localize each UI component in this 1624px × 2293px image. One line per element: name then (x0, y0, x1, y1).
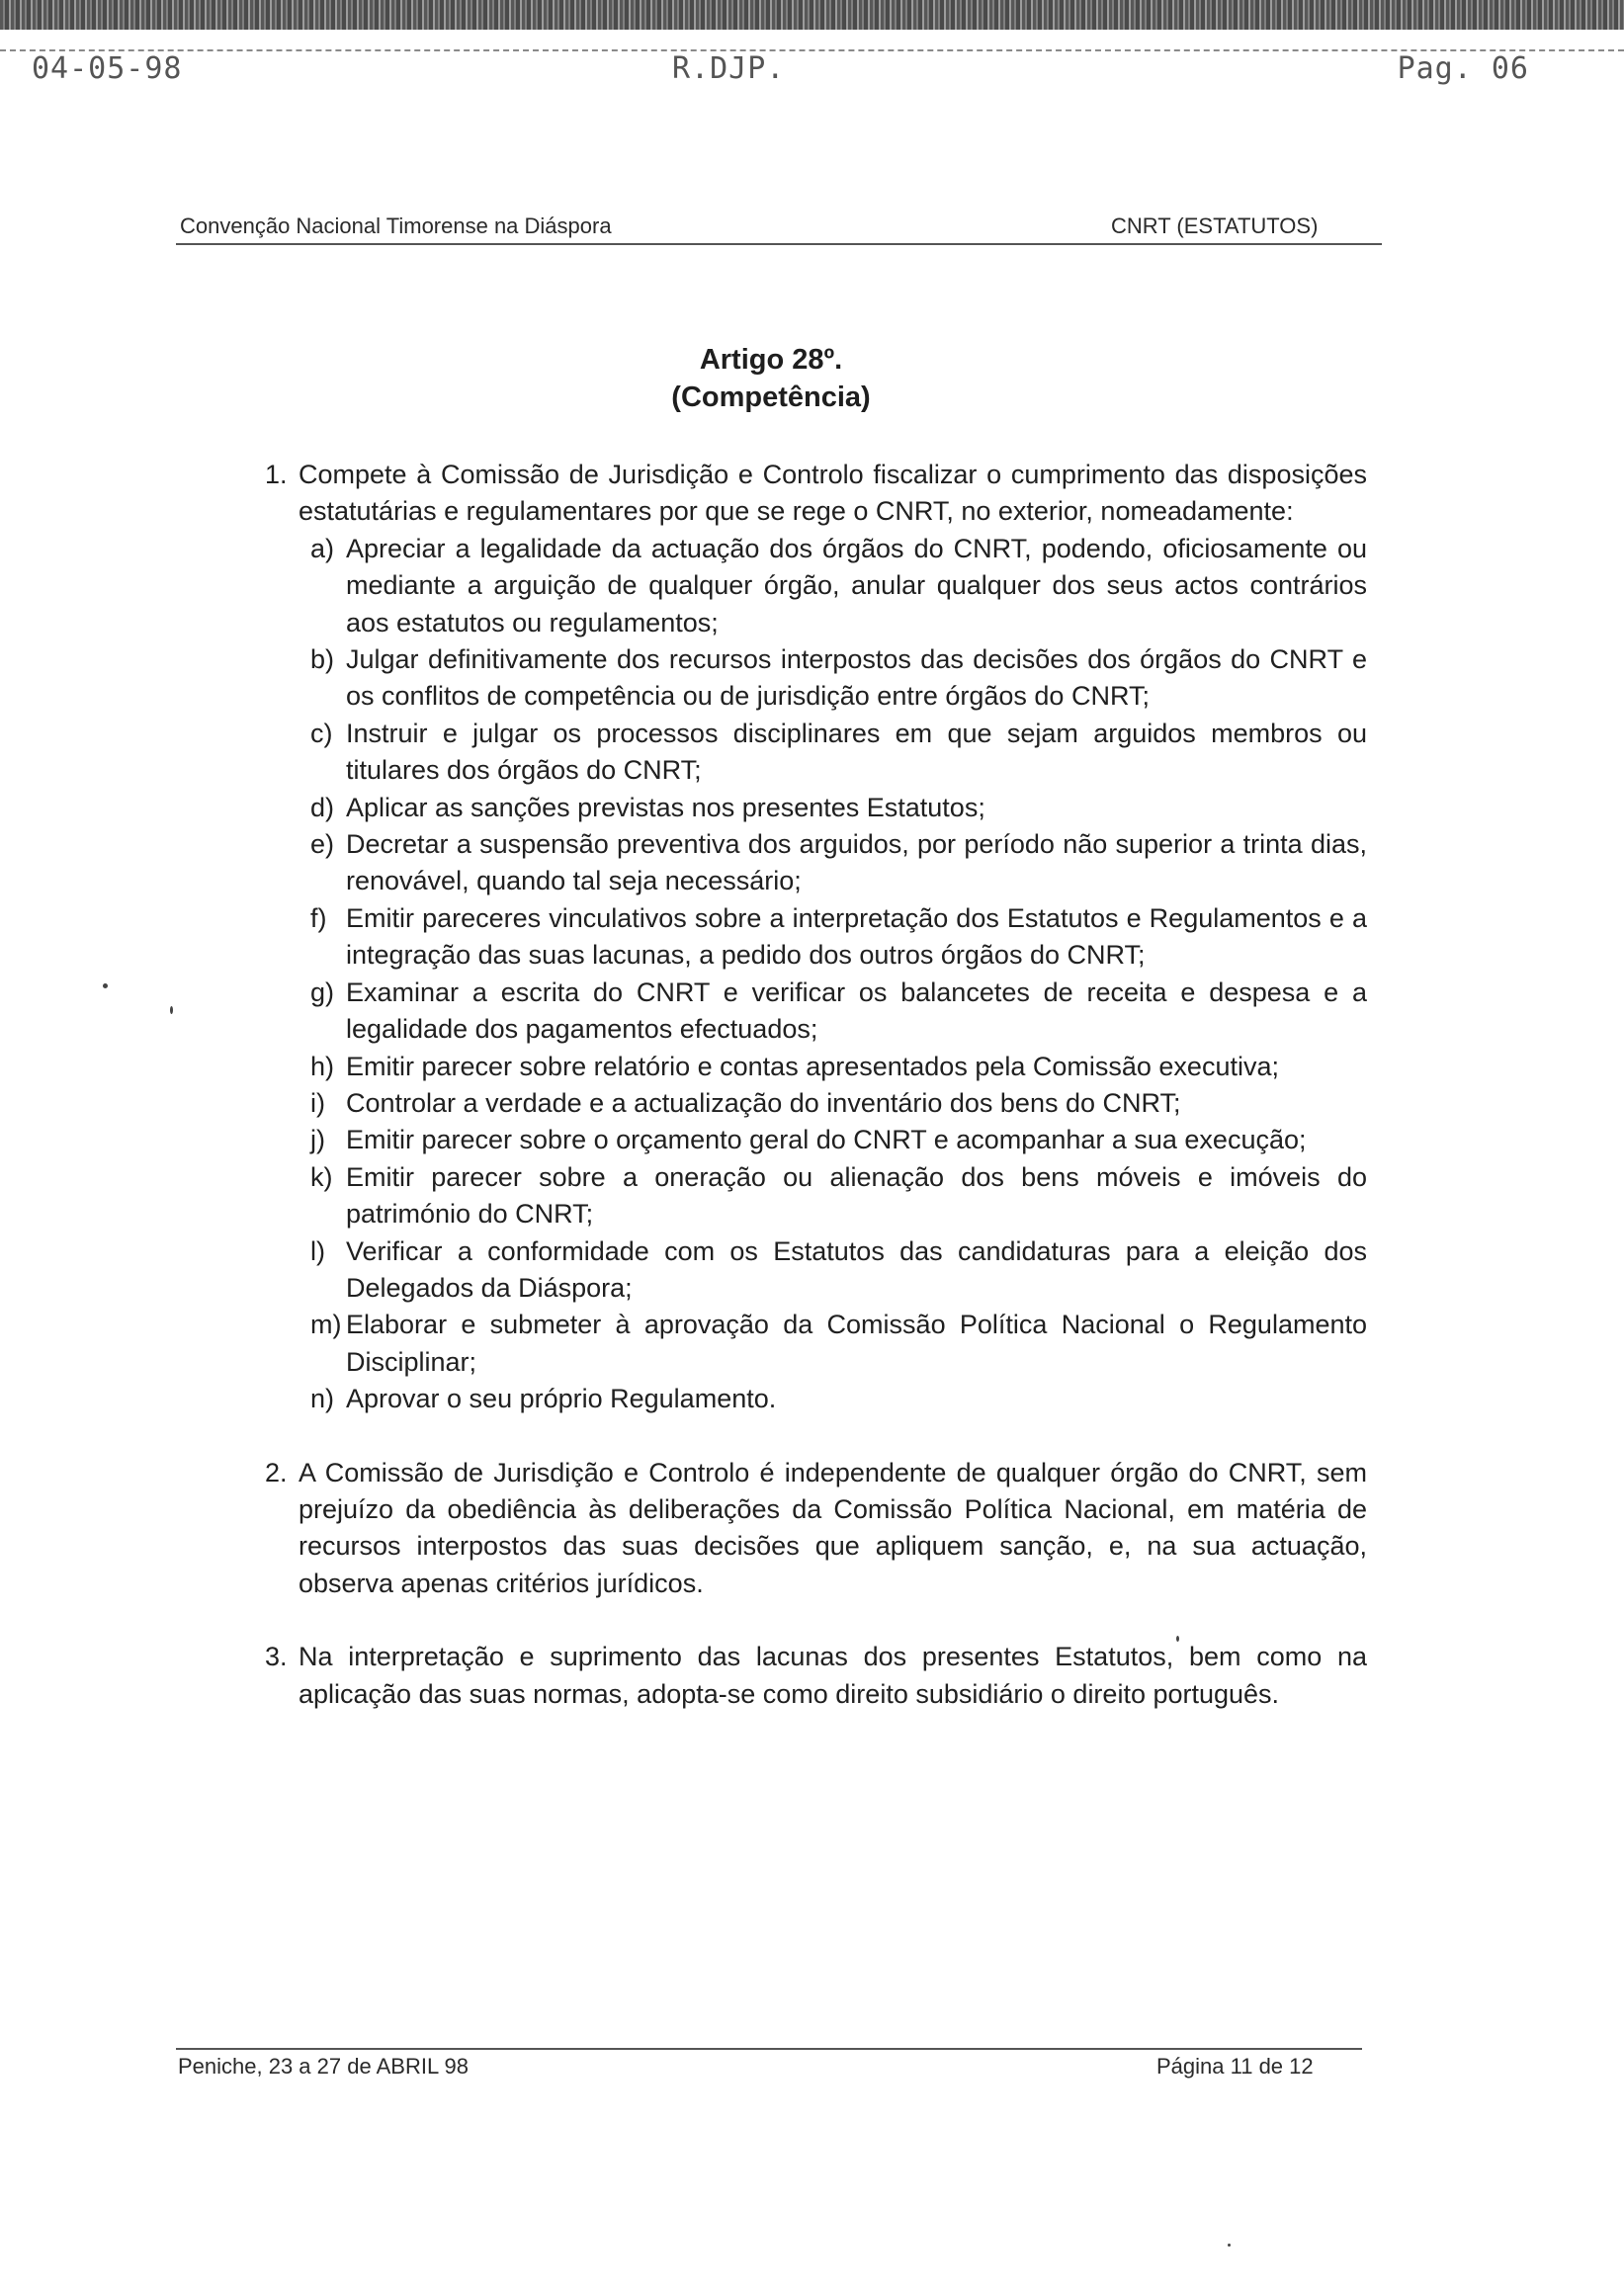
item-text: Verificar a conformidade com os Estatutos das candidaturas para a eleição dos Delegados da Diáspora; (346, 1235, 1367, 1303)
article-body (265, 457, 1367, 1713)
item-text: Emitir parecer sobre a oneração ou alienação dos bens móveis e imóveis do património do CNRT; (346, 1161, 1367, 1230)
list-item-m (310, 1307, 1367, 1381)
item-text: Emitir pareceres vinculativos sobre a interpretação dos Estatutos e Regulamentos e a integração das suas lacunas, a pedido dos outros órgãos do CNRT; (346, 902, 1367, 971)
item-letter: d) (310, 792, 335, 822)
item-text: Julgar definitivamente dos recursos interpostos das decisões dos órgãos do CNRT e os conflitos de competência ou de jurisdição entre órgãos do CNRT; (346, 644, 1367, 712)
item-text: Emitir parecer sobre relatório e contas apresentados pela Comissão executiva; (346, 1051, 1279, 1081)
item-text: Controlar a verdade e a actualização do inventário dos bens do CNRT; (346, 1087, 1181, 1118)
paragraph-text: A Comissão de Jurisdição e Controlo é independente de qualquer órgão do CNRT, sem prejuízo da obediência às deliberações da Comissão Política Nacional, em matéria de recursos interpostos das suas decisões que apliquem sanção, e, na sua actuação, observa apenas critérios jurídicos. (299, 1457, 1367, 1598)
paragraph-number: 1. (265, 460, 288, 489)
footer-place-date: Peniche, 23 a 27 de ABRIL 98 (178, 2054, 469, 2079)
footer-rule (176, 2048, 1362, 2050)
item-letter: c) (310, 718, 333, 748)
item-letter: i) (310, 1087, 325, 1118)
fax-transmission-bar (0, 0, 1624, 30)
list-item-e (310, 826, 1367, 900)
list-item-n (310, 1381, 1367, 1417)
item-letter: k) (310, 1161, 333, 1192)
list-item-j (310, 1122, 1367, 1158)
item-letter: f) (310, 902, 327, 933)
item-text: Instruir e julgar os processos disciplinares em que sejam arguidos membros ou titulares dos órgãos do CNRT; (346, 718, 1367, 786)
item-text: Aprovar o seu próprio Regulamento. (346, 1384, 777, 1414)
paragraph-text: Compete à Comissão de Jurisdição e Controlo fiscalizar o cumprimento das disposições estatutárias e regulamentares por que se rege o CNRT, no exterior, nomeadamente: (299, 460, 1367, 527)
running-header-left: Convenção Nacional Timorense na Diáspora (180, 213, 612, 238)
footer-page-number: Página 11 de 12 (1156, 2054, 1314, 2079)
fax-dashed-rule (0, 49, 1624, 51)
paragraph-text: Na interpretação e suprimento das lacunas dos presentes Estatutos, bem como na aplicação das suas normas, adopta-se como direito subsidiário o direito português. (299, 1642, 1367, 1709)
article-subtitle: (Competência) (671, 382, 871, 413)
scan-speck (1176, 1636, 1179, 1642)
item-letter: a) (310, 533, 335, 563)
list-item-f (310, 900, 1367, 975)
item-letter: n) (310, 1384, 335, 1414)
item-text: Aplicar as sanções previstas nos presentes Estatutos; (346, 792, 985, 822)
list-item-h (310, 1049, 1367, 1085)
fax-sender: R.DJP. (672, 51, 786, 86)
item-letter: m) (310, 1310, 342, 1340)
item-list (310, 531, 1367, 1418)
item-letter: j) (310, 1125, 325, 1155)
paragraph-number: 2. (265, 1457, 288, 1487)
header-rule (176, 243, 1382, 245)
list-item-g (310, 975, 1367, 1049)
fax-date: 04-05-98 (32, 51, 183, 86)
fax-page-number: Pag. 06 (1397, 51, 1529, 86)
paragraph-1 (265, 457, 1367, 1418)
article-number: Artigo 28º. (699, 344, 843, 376)
paragraph-2 (265, 1455, 1367, 1603)
item-text: Examinar a escrita do CNRT e verificar os balancetes de receita e despesa e a legalidade dos pagamentos efectuados; (346, 977, 1367, 1045)
list-item-i (310, 1085, 1367, 1122)
item-text: Decretar a suspensão preventiva dos arguidos, por período não superior a trinta dias, renovável, quando tal seja necessário; (346, 829, 1367, 896)
paragraph-number: 3. (265, 1642, 288, 1672)
item-letter: h) (310, 1051, 335, 1081)
list-item-b (310, 641, 1367, 716)
list-item-c (310, 716, 1367, 790)
item-letter: g) (310, 977, 335, 1007)
item-letter: l) (310, 1235, 325, 1266)
item-text: Emitir parecer sobre o orçamento geral do CNRT e acompanhar a sua execução; (346, 1125, 1307, 1155)
scan-speck (103, 983, 108, 988)
item-letter: e) (310, 829, 335, 860)
list-item-k (310, 1159, 1367, 1233)
paragraph-3 (265, 1639, 1367, 1713)
item-letter: b) (310, 644, 335, 675)
running-header-right: CNRT (ESTATUTOS) (1111, 213, 1319, 238)
item-text: Apreciar a legalidade da actuação dos órgãos do CNRT, podendo, oficiosamente ou mediante a arguição de qualquer órgão, anular qualquer dos seus actos contrários aos estatutos ou regulamentos; (346, 533, 1367, 637)
list-item-a (310, 531, 1367, 641)
list-item-d (310, 790, 1367, 826)
scan-speck (1228, 2244, 1231, 2247)
item-text: Elaborar e submeter à aprovação da Comissão Política Nacional o Regulamento Disciplinar; (346, 1310, 1367, 1377)
list-item-l (310, 1233, 1367, 1308)
scan-speck (170, 1006, 173, 1014)
